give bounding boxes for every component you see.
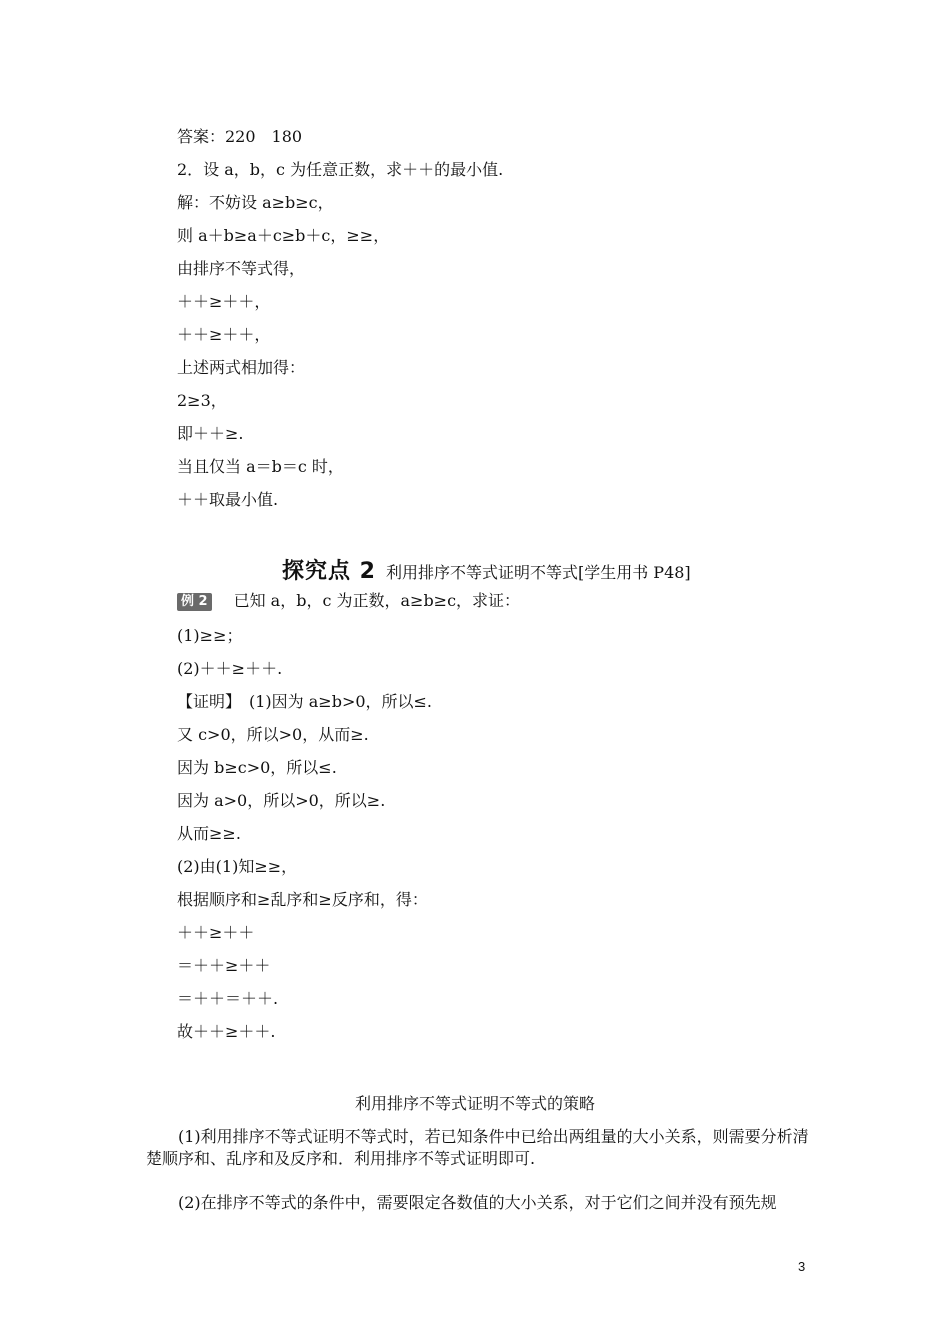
solution-line: 上述两式相加得：: [177, 358, 306, 377]
problem-2: 2．设 a，b，c 为任意正数，求＋＋的最小值.: [177, 160, 504, 179]
proof-line: ＋＋≥＋＋: [177, 923, 255, 942]
proof-line: (1)≥≥；: [177, 626, 243, 645]
proof-line: 故＋＋≥＋＋.: [177, 1022, 276, 1041]
example-line: [177, 590, 520, 612]
proof-line: 因为 a>0，所以>0，所以≥.: [177, 791, 386, 810]
proof-line: 从而≥≥.: [177, 824, 241, 843]
solution-line: 解：不妨设 a≥b≥c，: [177, 193, 334, 212]
strategy-paragraph-2: (2)在排序不等式的条件中，需要限定各数值的大小关系，对于它们之间并没有预先规: [178, 1193, 777, 1212]
example-badge: 例 2: [177, 593, 212, 611]
strategy-paragraph-1: (1)利用排序不等式证明不等式时，若已知条件中已给出两组量的大小关系，则需要分析清楚顺序和、乱序和及反序和．利用排序不等式证明即可.: [146, 1127, 809, 1168]
proof-line: (2)＋＋≥＋＋.: [177, 659, 283, 678]
solution-line: 则 a＋b≥a＋c≥b＋c，≥≥，: [177, 226, 390, 245]
proof-line: 因为 b≥c>0，所以≤.: [177, 758, 337, 777]
proof-line: ＝＋＋≥＋＋: [177, 956, 271, 975]
proof-line: 【证明】 (1)因为 a≥b>0，所以≤.: [177, 692, 433, 711]
proof-line: ＝＋＋＝＋＋.: [177, 989, 279, 1008]
solution-line: ＋＋≥＋＋，: [177, 325, 271, 344]
solution-line: 2≥3，: [177, 391, 227, 410]
solution-line: ＋＋≥＋＋，: [177, 292, 271, 311]
page-number: 3: [798, 1259, 806, 1274]
proof-line: (2)由(1)知≥≥，: [177, 857, 298, 876]
answer-line: 答案：220 180: [177, 127, 303, 146]
section-subtitle: 利用排序不等式证明不等式[学生用书 P48]: [385, 563, 691, 582]
proof-line: 根据顺序和≥乱序和≥反序和，得：: [177, 890, 428, 909]
proof-line: 又 c>0，所以>0，从而≥.: [177, 725, 369, 744]
example-text: 已知 a，b，c 为正数，a≥b≥c，求证：: [233, 591, 521, 610]
section-heading: [282, 554, 691, 585]
solution-line: 当且仅当 a＝b＝c 时，: [177, 457, 344, 476]
solution-line: 即＋＋≥.: [177, 424, 244, 443]
solution-line: 由排序不等式得，: [177, 259, 306, 278]
section-title: 探究点 2: [282, 559, 376, 584]
strategy-title: 利用排序不等式证明不等式的策略: [354, 1094, 595, 1113]
solution-line: ＋＋取最小值.: [177, 490, 279, 509]
